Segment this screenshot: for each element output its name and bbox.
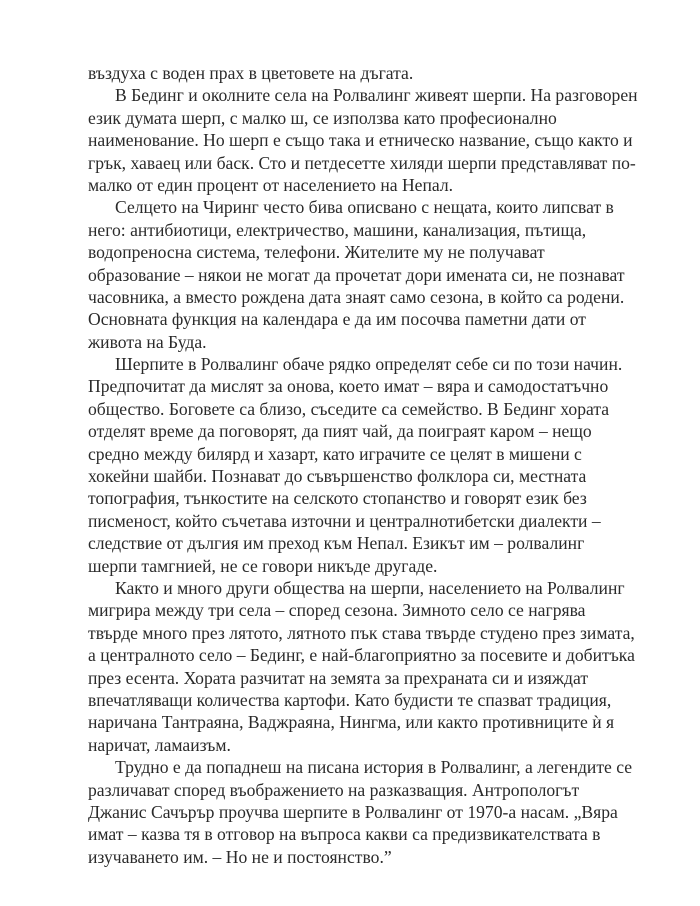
text-line: следствие от дългия им преход към Непал. Езикът им – ролвалинг <box>88 533 585 554</box>
text-line: топография, тънкостите на селското стопанство и говорят език без <box>88 488 587 509</box>
text-line: наричат, ламаизъм. <box>88 734 231 755</box>
body-text <box>88 62 638 868</box>
text-line: образование – някои не могат да прочетат дори имената си, не познават <box>88 264 625 285</box>
text-line: общество. Боговете са близо, съседите са семейство. В Бединг хората <box>88 398 610 419</box>
text-line: имат – казва тя в отговор на въпроса какви са предизвикателствата в <box>88 824 601 845</box>
text-line: наричана Тантраяна, Ваджраяна, Нингма, или както противниците ѝ я <box>88 712 615 733</box>
text-line: Шерпите в Ролвалинг обаче рядко определят себе си по този начин. <box>115 354 623 375</box>
text-line: шерпи тамгнией, не се говори никъде другаде. <box>88 555 438 576</box>
paragraph <box>88 196 628 353</box>
text-line: език думата шерп, с малко ш, се използва като професионално <box>88 107 557 128</box>
text-line: Джанис Сачърър проучва шерпите в Ролвалинг от 1970-а насам. „Вяра <box>88 801 618 822</box>
text-line: въздуха с воден прах в цветовете на дъгата. <box>88 63 414 83</box>
text-line: Както и много други общества на шерпи, населението на Ролвалинг <box>115 577 625 598</box>
text-line: Трудно е да попаднеш на писана история в Ролвалинг, а легендите се <box>115 757 633 778</box>
paragraph <box>88 84 638 196</box>
text-line: мигрира между три села – според сезона. Зимното село се нагрява <box>88 600 586 621</box>
text-line: хокейни шайби. Познават до съвършенство фолклора си, местната <box>88 466 587 487</box>
text-line: впечатляващи количества картофи. Като будисти те спазват традиция, <box>88 689 612 710</box>
text-line: водопреносна система, телефони. Жителите му не получават <box>88 242 545 263</box>
text-line: малко от един процент от населението на Непал. <box>88 174 454 195</box>
paragraph <box>88 62 628 84</box>
text-line: Предпочитат да мислят за онова, което имат – вяра и самодостатъчно <box>88 376 609 397</box>
text-line: живота на Буда. <box>88 331 207 352</box>
text-line: изучаването им. – Но не и постоянство.” <box>88 846 392 867</box>
paragraph <box>88 353 628 577</box>
text-line: различават според въображението на разказващия. Антропологът <box>88 779 580 800</box>
text-line: него: антибиотици, електричество, машини, канализация, пътища, <box>88 219 587 240</box>
text-line: грък, хавaец или баск. Сто и петдесетте хиляди шерпи представляват по- <box>88 152 636 173</box>
text-line: В Бединг и околните села на Ролвалинг живеят шерпи. На разговорен <box>115 85 638 106</box>
paragraph <box>88 756 633 868</box>
text-line: писменост, който съчетава източни и централнотибетски диалекти – <box>88 510 601 531</box>
paragraph <box>88 577 635 756</box>
text-line: през есента. Хората разчитат на земята за прехраната си и изяждат <box>88 667 589 688</box>
text-line: Селцето на Чиринг често бива описвано с нещата, които липсват в <box>115 197 614 218</box>
text-line: Основната функция на календара е да им посочва паметни дати от <box>88 309 586 330</box>
text-line: отделят време да поговорят, да пият чай, да поиграят кaром – нещо <box>88 421 592 442</box>
text-line: твърде много през лятото, лятното пък става твърде студено през зимата, <box>88 622 635 643</box>
text-line: наименование. Но шерп е също така и етническо название, също както и <box>88 130 633 151</box>
text-line: а централното село – Бединг, е най-благоприятно за посевите и добитъка <box>88 645 635 666</box>
text-line: часовника, а вместо рождена дата знаят само сезона, в който са родени. <box>88 286 625 307</box>
text-line: средно между билярд и хазарт, като играчите се целят в мишени с <box>88 443 582 464</box>
